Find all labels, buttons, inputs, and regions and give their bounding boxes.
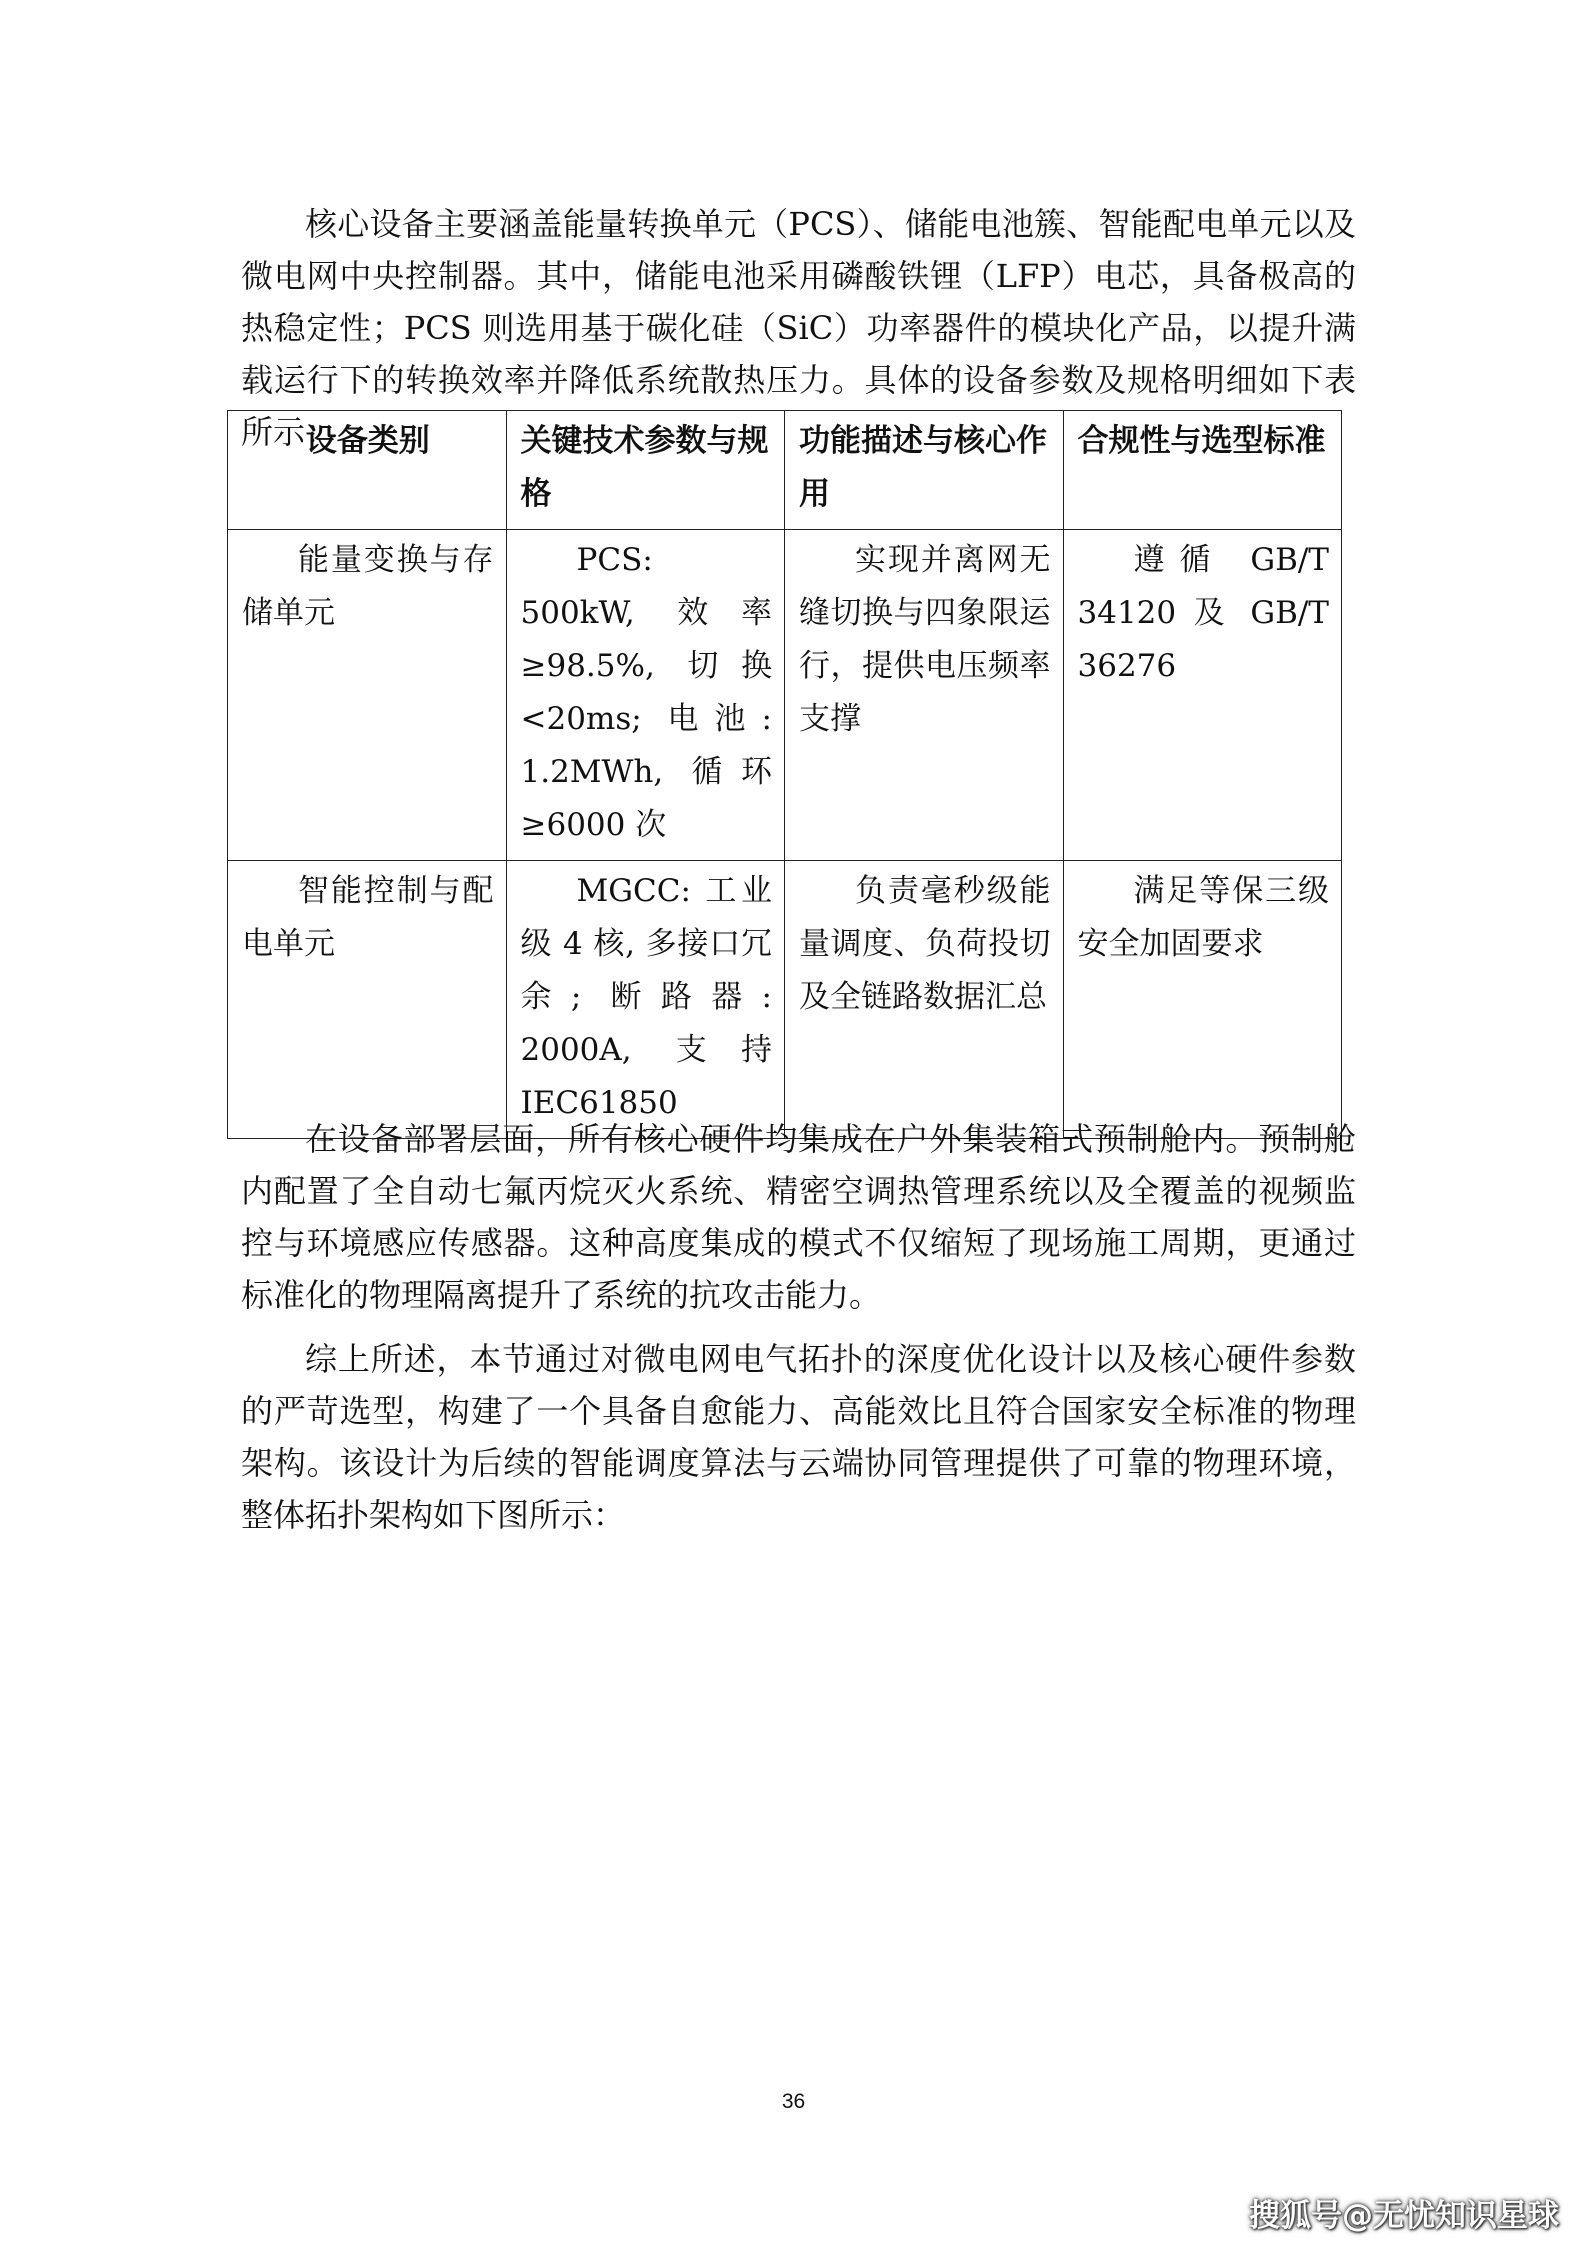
table-cell: 能量变换与存储单元 [228, 530, 507, 861]
table-header-row [228, 411, 1342, 530]
table-cell: 实现并离网无缝切换与四象限运行，提供电压频率支撑 [785, 530, 1064, 861]
table-row [228, 530, 1342, 861]
watermark: 搜狐号@无忧知识星球 [1249, 2198, 1559, 2234]
paragraph-core-equipment: 核心设备主要涵盖能量转换单元（PCS）、储能电池簇、智能配电单元以及微电网中央控制器。其中，储能电池采用磷酸铁锂（LFP）电芯，具备极高的热稳定性；PCS 则选用基于碳化硅（SiC）功率器件的模块化产品，以提升满载运行下的转换效率并降低系统散热压力。具体的设备参数及规格明细如下表所示： [241, 205, 1356, 451]
table-row [228, 861, 1342, 1139]
table-header-cell: 功能描述与核心作用 [785, 411, 1064, 530]
equipment-spec-table [227, 410, 1342, 1139]
table-header-cell: 合规性与选型标准 [1063, 411, 1342, 530]
paragraph-summary: 综上所述，本节通过对微电网电气拓扑的深度优化设计以及核心硬件参数的严苛选型，构建了一个具备自愈能力、高能效比且符合国家安全标准的物理架构。该设计为后续的智能调度算法与云端协同管理提供了可靠的物理环境，整体拓扑架构如下图所示： [241, 1340, 1356, 1534]
table-cell: 负责毫秒级能量调度、负荷投切及全链路数据汇总 [785, 861, 1064, 1139]
table-cell: 遵循 GB/T 34120 及 GB/T 36276 [1063, 530, 1342, 861]
table-cell: 智能控制与配电单元 [228, 861, 507, 1139]
table-cell: 满足等保三级安全加固要求 [1063, 861, 1342, 1139]
page-number: 36 [781, 2090, 806, 2113]
table-cell: MGCC: 工业级 4 核, 多接口冗余; 断路器: 2000A, 支持 IEC61850 [506, 861, 785, 1139]
table-cell: PCS: 500kW, 效率≥98.5%, 切换<20ms; 电池: 1.2MWh, 循环≥6000 次 [506, 530, 785, 861]
table-header-cell: 关键技术参数与规格 [506, 411, 785, 530]
paragraph-deployment: 在设备部署层面，所有核心硬件均集成在户外集装箱式预制舱内。预制舱内配置了全自动七氟丙烷灭火系统、精密空调热管理系统以及全覆盖的视频监控与环境感应传感器。这种高度集成的模式不仅缩短了现场施工周期，更通过标准化的物理隔离提升了系统的抗攻击能力。 [241, 1120, 1356, 1314]
table-header-cell: 设备类别 [228, 411, 507, 530]
